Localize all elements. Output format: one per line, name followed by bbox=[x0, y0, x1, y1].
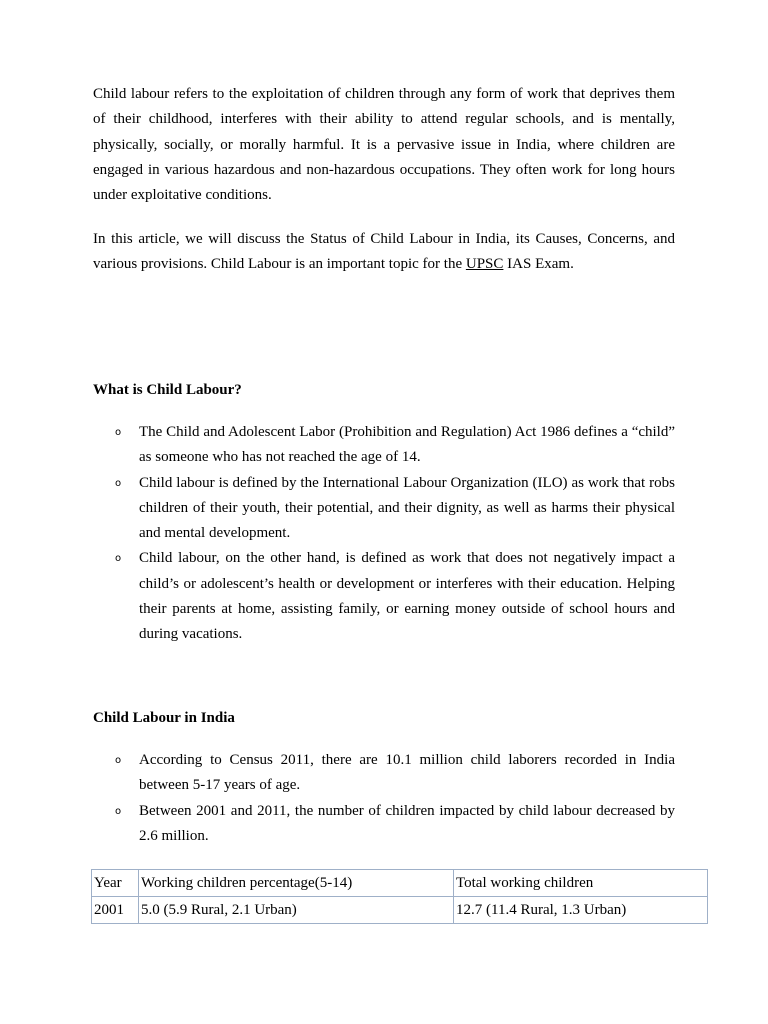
list-item-text: Child labour, on the other hand, is defined as work that does not negatively impact a child’s or adolescent’s health or development or interferes with their education. Helping their parents at home, assisting family, or earning money outside of school hours and during vacations. bbox=[139, 550, 675, 643]
upsc-link[interactable]: UPSC bbox=[465, 256, 504, 273]
list-item bbox=[93, 748, 675, 799]
list-item bbox=[93, 471, 675, 547]
bullet-icon: o bbox=[115, 755, 122, 766]
section-heading-child-labour-in-india: Child Labour in India bbox=[93, 710, 235, 726]
bullet-icon: o bbox=[115, 427, 122, 438]
table-row bbox=[92, 897, 708, 924]
child-labour-table bbox=[91, 869, 708, 924]
what-is-child-labour-list bbox=[93, 420, 675, 648]
bullet-icon: o bbox=[115, 553, 122, 565]
list-item bbox=[93, 546, 675, 647]
intro-paragraph-2-end: IAS Exam. bbox=[503, 256, 574, 273]
list-item-text: Between 2001 and 2011, the number of children impacted by child labour decreased by 2.6 million. bbox=[139, 802, 675, 844]
table-header-cell: Working children percentage(5-14) bbox=[139, 870, 454, 897]
intro-paragraph-1: Child labour refers to the exploitation of children through any form of work that deprives them of their childhood, interferes with their ability to attend regular schools, and is mentally, physically, socially, or morally harmful. It is a pervasive issue in India, where children are engaged in various hazardous and non-hazardous occupations. They often work for long hours under exploitative conditions. bbox=[93, 86, 675, 204]
list-item-text: According to Census 2011, there are 10.1 million child laborers recorded in India between 5-17 years of age. bbox=[139, 752, 675, 794]
table-cell: 2001 bbox=[92, 897, 139, 924]
child-labour-in-india-list bbox=[93, 748, 675, 849]
table-header-cell: Year bbox=[92, 870, 139, 897]
table-cell: 5.0 (5.9 Rural, 2.1 Urban) bbox=[139, 897, 454, 924]
list-item-text: Child labour is defined by the International Labour Organization (ILO) as work that robs children of their youth, their potential, and their dignity, as well as harms their physical and mental development. bbox=[139, 474, 675, 542]
bullet-icon: o bbox=[115, 805, 122, 817]
bullet-icon: o bbox=[115, 477, 122, 489]
intro-paragraph-2 bbox=[93, 227, 675, 278]
list-item bbox=[93, 799, 675, 850]
table-header-cell: Total working children bbox=[454, 870, 708, 897]
table-header-row bbox=[92, 870, 708, 897]
table-cell: 12.7 (11.4 Rural, 1.3 Urban) bbox=[454, 897, 708, 924]
list-item bbox=[93, 420, 675, 471]
list-item-text: The Child and Adolescent Labor (Prohibition and Regulation) Act 1986 defines a “child” as someone who has not reached the age of 14. bbox=[139, 424, 675, 466]
section-heading-what-is-child-labour: What is Child Labour? bbox=[93, 382, 242, 398]
intro-paragraph-2-text: In this article, we will discuss the Status of Child Labour in India, its Causes, Concerns, and various provisions. Child Labour is an important topic for the bbox=[93, 231, 675, 273]
